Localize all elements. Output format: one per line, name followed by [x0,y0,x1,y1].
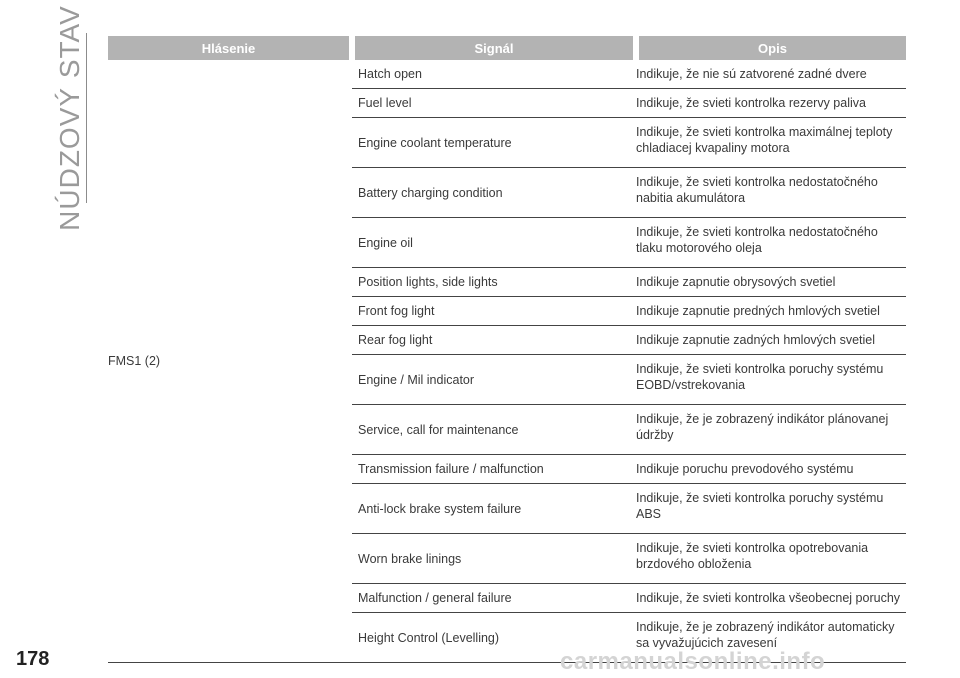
description-line: údržby [636,428,674,442]
description-line: Indikuje, že nie sú zatvorené zadné dvere [636,67,867,81]
description-cell [636,218,906,268]
description-line: Indikuje zapnutie predných hmlových svetiel [636,304,880,318]
description-line: ABS [636,507,662,521]
table-header-row [108,36,906,60]
section-rule [86,33,87,203]
section-title [54,5,86,231]
description-cell [636,534,906,584]
table-row [108,60,906,89]
description-line: brzdového obloženia [636,557,752,571]
description-line: Indikuje, že svieti kontrolka poruchy systému [636,491,884,505]
watermark: carmanualsonline.info [560,648,826,675]
section-title-text: NÚDZOVÝ STAV [54,5,85,231]
description-cell [636,484,906,534]
description-line: EOBD/vstrekovania [636,378,746,392]
description-line: Indikuje, že je zobrazený indikátor automaticky [636,620,895,634]
message-cell: FMS1 (2) [108,60,352,663]
signals-table [108,36,906,663]
description-line: Indikuje, že svieti kontrolka nedostatočného [636,175,878,189]
description-line: Indikuje, že svieti kontrolka nedostatočného [636,225,878,239]
description-line: Indikuje, že je zobrazený indikátor plánovanej [636,412,889,426]
description-cell [636,405,906,455]
signal-cell: Fuel level [352,89,636,118]
signal-cell: Service, call for maintenance [352,405,636,455]
description-cell [636,89,906,118]
description-cell [636,326,906,355]
page-number: 178 [16,648,50,670]
header-message: Hlásenie [108,36,352,60]
description-line: Indikuje, že svieti kontrolka opotrebovania [636,541,869,555]
signal-cell: Malfunction / general failure [352,584,636,613]
description-line: nabitia akumulátora [636,191,746,205]
description-line: Indikuje, že svieti kontrolka maximálnej teploty [636,125,893,139]
description-line: Indikuje zapnutie zadných hmlových svetiel [636,333,876,347]
description-line: Indikuje, že svieti kontrolka rezervy paliva [636,96,866,110]
description-cell [636,268,906,297]
description-line: sa vyvažujúcich zavesení [636,636,778,650]
signal-cell: Battery charging condition [352,168,636,218]
description-cell [636,297,906,326]
signal-cell: Front fog light [352,297,636,326]
signal-cell: Rear fog light [352,326,636,355]
description-cell [636,60,906,89]
description-line: Indikuje poruchu prevodového systému [636,462,854,476]
description-cell [636,584,906,613]
description-line: Indikuje, že svieti kontrolka všeobecnej poruchy [636,591,901,605]
signal-cell: Worn brake linings [352,534,636,584]
description-line: tlaku motorového oleja [636,241,762,255]
header-description: Opis [636,36,906,60]
description-line: Indikuje, že svieti kontrolka poruchy systému [636,362,884,376]
table-body [108,60,906,663]
signal-cell: Engine oil [352,218,636,268]
description-line: Indikuje zapnutie obrysových svetiel [636,275,836,289]
signal-cell: Hatch open [352,60,636,89]
signal-cell: Position lights, side lights [352,268,636,297]
description-cell [636,118,906,168]
signal-cell: Transmission failure / malfunction [352,455,636,484]
header-signal: Signál [352,36,636,60]
description-line: chladiacej kvapaliny motora [636,141,790,155]
signal-cell: Engine / Mil indicator [352,355,636,405]
signal-cell: Height Control (Levelling) [352,613,636,663]
description-cell [636,455,906,484]
signal-cell: Engine coolant temperature [352,118,636,168]
description-cell [636,168,906,218]
description-cell [636,355,906,405]
signal-cell: Anti-lock brake system failure [352,484,636,534]
